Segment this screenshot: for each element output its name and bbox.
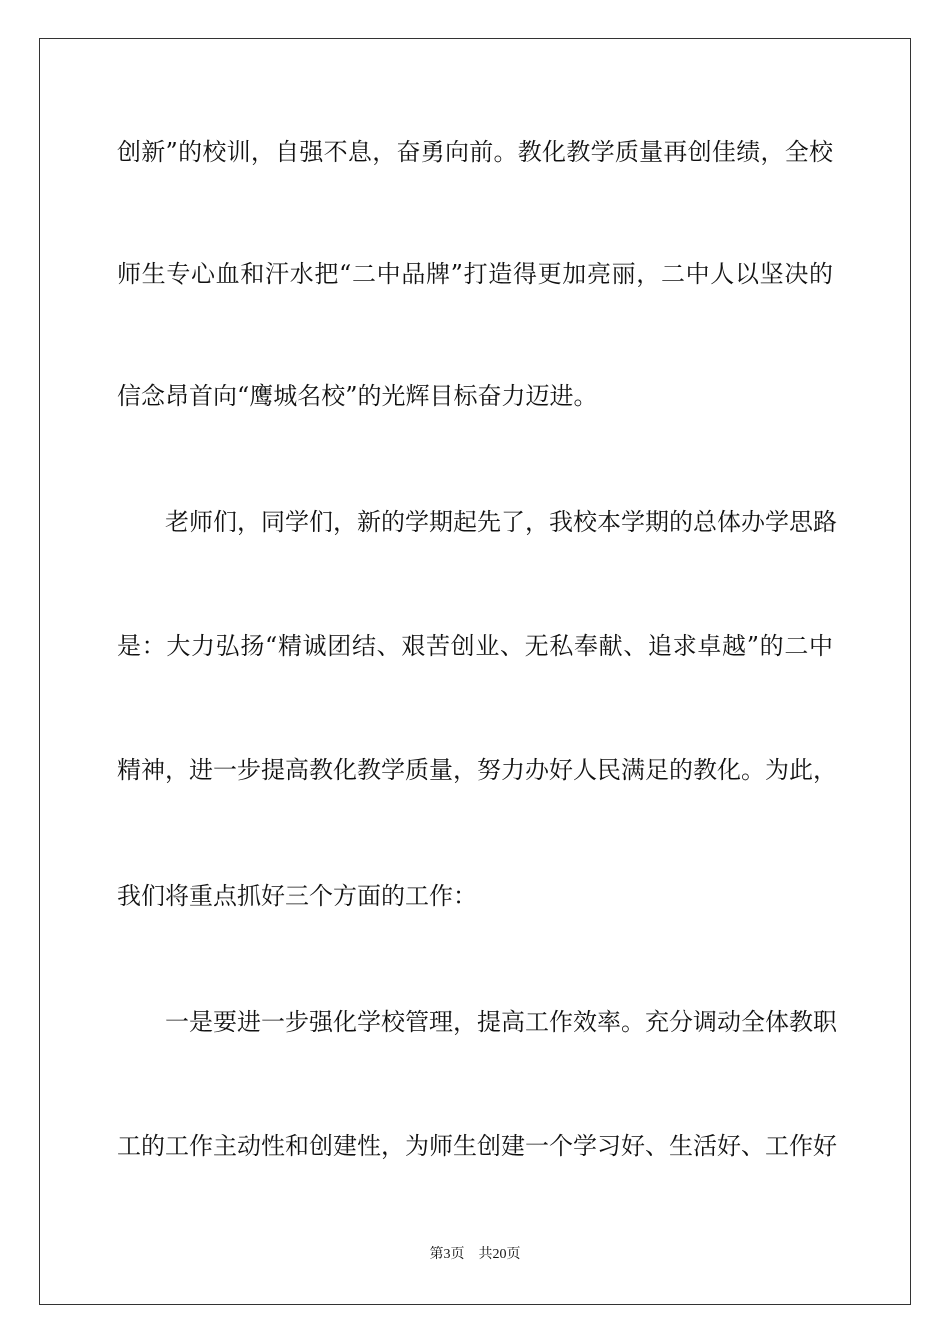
- page-frame: [39, 38, 911, 1305]
- paragraph-first-line: 老师们，同学们，新的学期起先了，我校本学期的总体办学思路: [165, 508, 837, 536]
- page-number: 第3页: [429, 1247, 465, 1262]
- page-total: 共20页: [478, 1247, 521, 1262]
- text-line: 创新”的校训，自强不息，奋勇向前。教化教学质量再创佳绩，全校: [117, 138, 833, 166]
- text-line: 精神，进一步提高教化教学质量，努力办好人民满足的教化。为此，: [117, 756, 837, 784]
- text-line: 师生专心血和汗水把“二中品牌”打造得更加亮丽，二中人以坚决的: [117, 260, 833, 288]
- page-footer: [0, 1246, 950, 1264]
- paragraph-first-line: 一是要进一步强化学校管理，提高工作效率。充分调动全体教职: [165, 1008, 837, 1036]
- text-line: 工的工作主动性和创建性，为师生创建一个学习好、生活好、工作好: [117, 1132, 837, 1160]
- text-line: 信念昂首向“鹰城名校”的光辉目标奋力迈进。: [117, 382, 598, 410]
- text-line: 我们将重点抓好三个方面的工作：: [117, 882, 477, 910]
- text-line: 是：大力弘扬“精诚团结、艰苦创业、无私奉献、追求卓越”的二中: [117, 632, 833, 660]
